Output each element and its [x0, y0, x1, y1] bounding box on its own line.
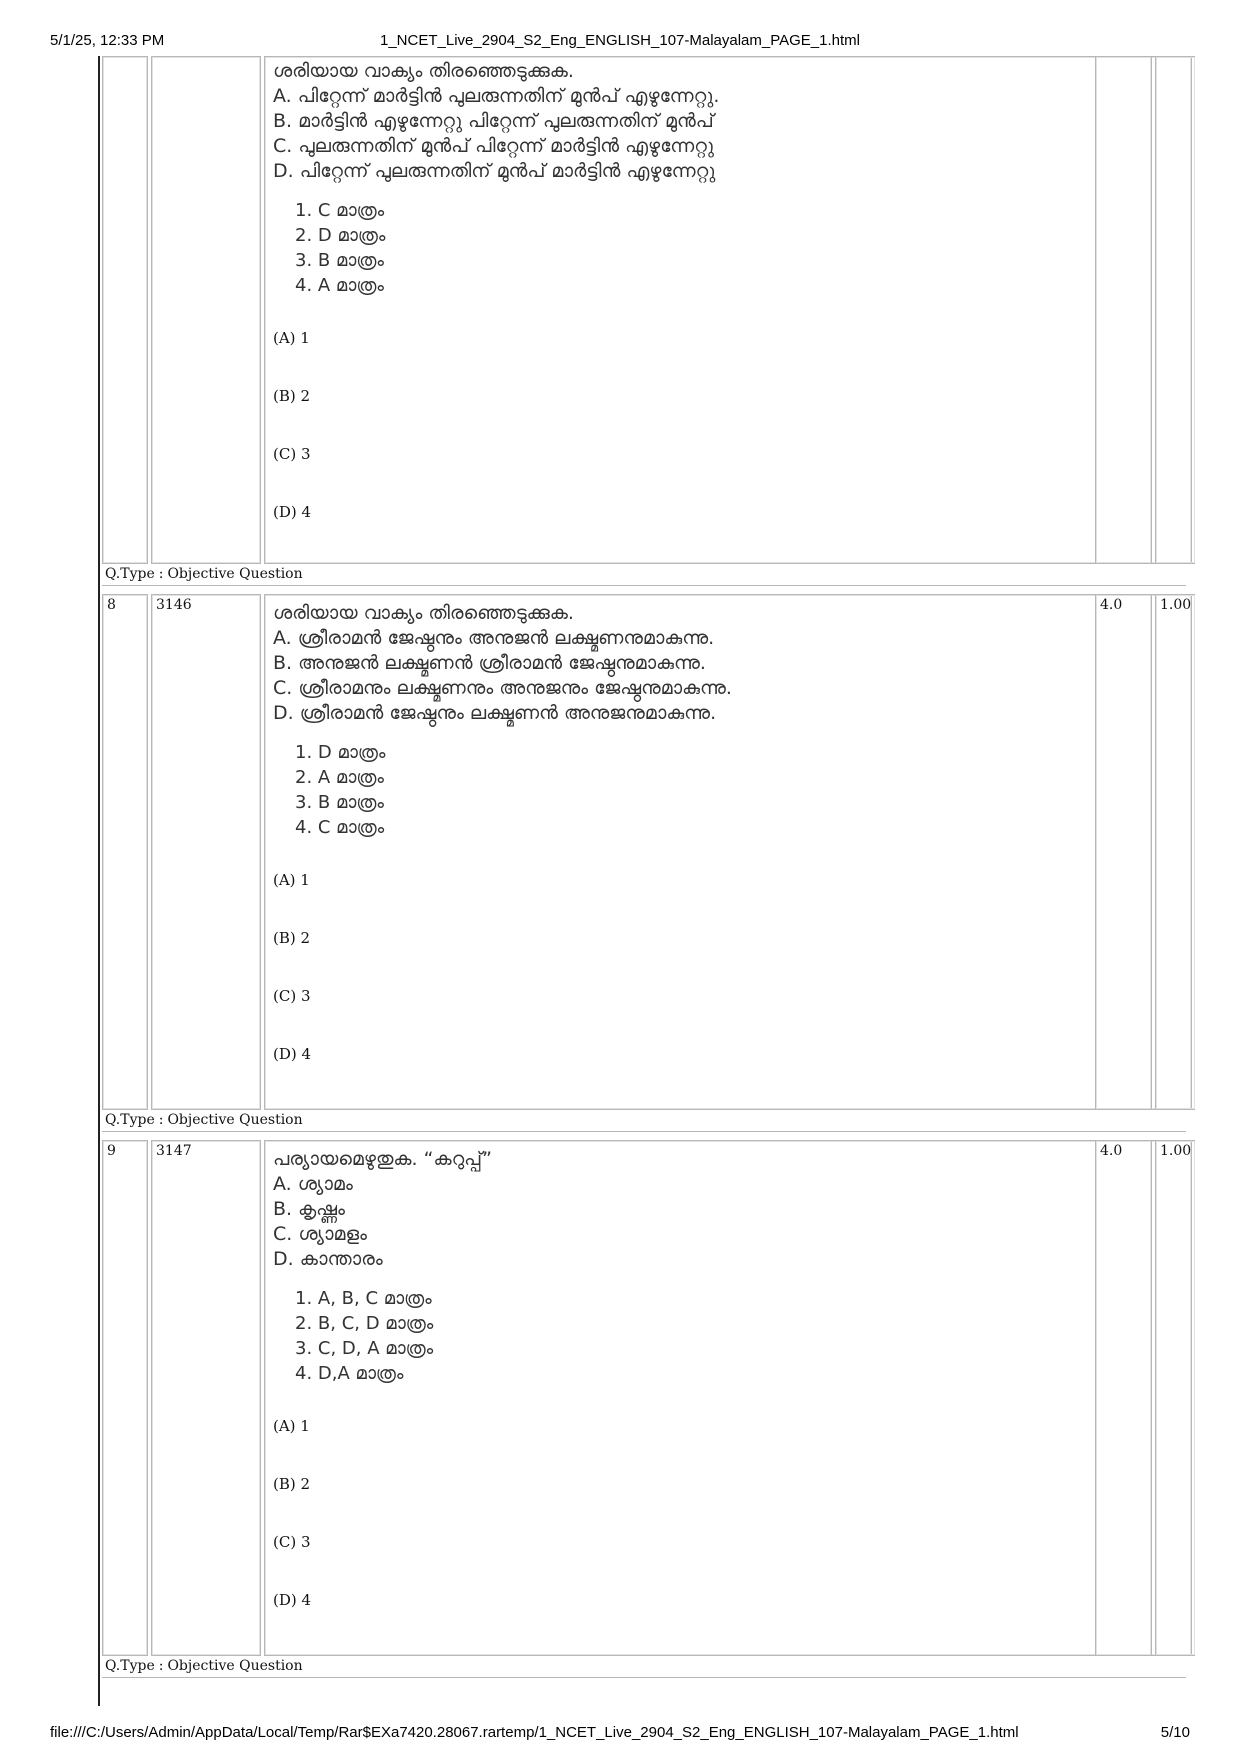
choice-list — [273, 740, 1191, 840]
qtype-value: Objective Question — [167, 1112, 303, 1128]
statement-d: D. പിറ്റേന്ന് പുലരുന്നതിന് മുൻപ് മാർട്ടിൻ എഴുന്നേറ്റു — [273, 160, 716, 182]
choice-item: 2. B, C, D മാത്രം — [295, 1313, 434, 1334]
question-body-cell — [264, 594, 1192, 1110]
serial-number: 9 — [107, 1143, 116, 1159]
choice-item: 2. A മാത്രം — [295, 767, 384, 788]
option-a: (A) 1 — [273, 1417, 310, 1435]
negative-marks-cell — [1155, 594, 1195, 1110]
left-margin-rule — [98, 56, 100, 1706]
negative-marks-value: 1.00 — [1160, 597, 1192, 613]
question-id: 3146 — [156, 597, 192, 613]
qtype-separator: : — [158, 1658, 164, 1674]
answer-options — [273, 870, 1191, 1102]
choice-item: 3. C, D, A മാത്രം — [295, 1338, 434, 1359]
choice-list — [273, 1286, 1191, 1386]
statement-a: A. ശ്രീരാമൻ ജേഷ്ഠനും അനുജൻ ലക്ഷ്മണനുമാകുന്നു. — [273, 627, 715, 649]
statement-c: C. ശ്യാമളം — [273, 1223, 367, 1245]
negative-marks-value — [1156, 57, 1195, 59]
qtype-label: Q.Type — [105, 1112, 155, 1128]
statement-c: C. പുലരുന്നതിന് മുൻപ് പിറ്റേന്ന് മാർട്ടിൻ എഴുന്നേറ്റു — [273, 135, 714, 157]
qtype-value: Objective Question — [167, 1658, 303, 1674]
option-b: (B) 2 — [273, 1475, 311, 1493]
option-d: (D) 4 — [273, 1045, 312, 1063]
qtype-row — [102, 566, 1186, 586]
marks-cell — [1095, 1140, 1152, 1656]
serial-number: 8 — [107, 597, 116, 613]
statement-d: D. ശ്രീരാമൻ ജേഷ്ഠനും ലക്ഷ്മണൻ അനുജനുമാകുന്നു. — [273, 702, 717, 724]
statement-b: B. മാർട്ടിൻ എഴുന്നേറ്റു പിറ്റേന്ന് പുലരുന്നതിന് മുൻപ് — [273, 110, 714, 132]
negative-marks-cell — [1155, 1140, 1195, 1656]
question-id-cell — [151, 1140, 261, 1656]
choice-item: 3. B മാത്രം — [295, 792, 384, 813]
option-a: (A) 1 — [273, 871, 310, 889]
choice-list — [273, 198, 1191, 298]
print-footer — [0, 1724, 1240, 1744]
serial-number-cell — [102, 1140, 148, 1656]
choice-item: 4. A മാത്രം — [295, 275, 384, 296]
option-d: (D) 4 — [273, 1591, 312, 1609]
question-id-cell — [151, 594, 261, 1110]
statement-d: D. കാന്താരം — [273, 1248, 383, 1270]
option-c: (C) 3 — [273, 1533, 311, 1551]
option-a: (A) 1 — [273, 329, 310, 347]
marks-value: 4.0 — [1100, 597, 1123, 613]
qtype-separator: : — [158, 566, 164, 582]
choice-item: 2. D മാത്രം — [295, 225, 386, 246]
choice-item: 1. A, B, C മാത്രം — [295, 1288, 432, 1309]
qtype-row — [102, 1112, 1186, 1132]
choice-item: 3. B മാത്രം — [295, 250, 384, 271]
choice-item: 4. D,A മാത്രം — [295, 1363, 404, 1384]
question-stem: ശരിയായ വാക്യം തിരഞ്ഞെടുക്കുക. — [273, 602, 574, 624]
question-row — [102, 594, 1192, 1110]
question-stem: ശരിയായ വാക്യം തിരഞ്ഞെടുക്കുക. — [273, 60, 574, 82]
marks-cell — [1095, 56, 1152, 564]
answer-options — [273, 328, 1191, 560]
serial-number-cell — [102, 594, 148, 1110]
serial-number-cell — [102, 56, 148, 564]
marks-value — [1096, 57, 1151, 59]
statement-b: B. കൃഷ്ണം — [273, 1198, 346, 1220]
serial-number — [103, 57, 147, 59]
statement-a: A. ശ്യാമം — [273, 1173, 353, 1195]
option-b: (B) 2 — [273, 929, 311, 947]
negative-marks-value: 1.00 — [1160, 1143, 1192, 1159]
question-stem: പര്യായമെഴുതുക. “കറുപ്പ്” — [273, 1148, 492, 1170]
option-c: (C) 3 — [273, 445, 311, 463]
question-id-cell — [151, 56, 261, 564]
question-id — [152, 57, 260, 59]
choice-item: 4. C മാത്രം — [295, 817, 385, 838]
question-id: 3147 — [156, 1143, 192, 1159]
question-body-cell — [264, 56, 1192, 564]
option-c: (C) 3 — [273, 987, 311, 1005]
question-body-cell — [264, 1140, 1192, 1656]
qtype-separator: : — [158, 1112, 164, 1128]
qtype-label: Q.Type — [105, 1658, 155, 1674]
marks-value: 4.0 — [1100, 1143, 1123, 1159]
choice-item: 1. C മാത്രം — [295, 200, 385, 221]
option-d: (D) 4 — [273, 503, 312, 521]
option-b: (B) 2 — [273, 387, 311, 405]
question-row — [102, 56, 1186, 564]
answer-options — [273, 1416, 1191, 1648]
question-row — [102, 1140, 1192, 1656]
statement-b: B. അനുജൻ ലക്ഷ്മണൻ ശ്രീരാമൻ ജേഷ്ഠനുമാകുന്നു. — [273, 652, 706, 674]
page-number: 5/10 — [1160, 1724, 1190, 1741]
qtype-label: Q.Type — [105, 566, 155, 582]
choice-item: 1. D മാത്രം — [295, 742, 386, 763]
statement-c: C. ശ്രീരാമനും ലക്ഷ്മണനും അനുജനും ജേഷ്ഠനുമാകുന്നു. — [273, 677, 732, 699]
marks-cell — [1095, 594, 1152, 1110]
print-datetime: 5/1/25, 12:33 PM — [50, 32, 165, 49]
statement-a: A. പിറ്റേന്ന് മാർട്ടിൻ പുലരുന്നതിന് മുൻപ് എഴുന്നേറ്റു. — [273, 85, 720, 107]
negative-marks-cell — [1155, 56, 1195, 564]
qtype-row — [102, 1658, 1186, 1678]
file-url: file:///C:/Users/Admin/AppData/Local/Temp/Rar$EXa7420.28067.rartemp/1_NCET_Live_2904_S2_Eng_ENGLISH_107-Malayalam_PAGE_1.html — [50, 1724, 1019, 1741]
qtype-value: Objective Question — [167, 566, 303, 582]
document-title: 1_NCET_Live_2904_S2_Eng_ENGLISH_107-Malayalam_PAGE_1.html — [380, 32, 860, 49]
print-header — [0, 32, 1240, 52]
